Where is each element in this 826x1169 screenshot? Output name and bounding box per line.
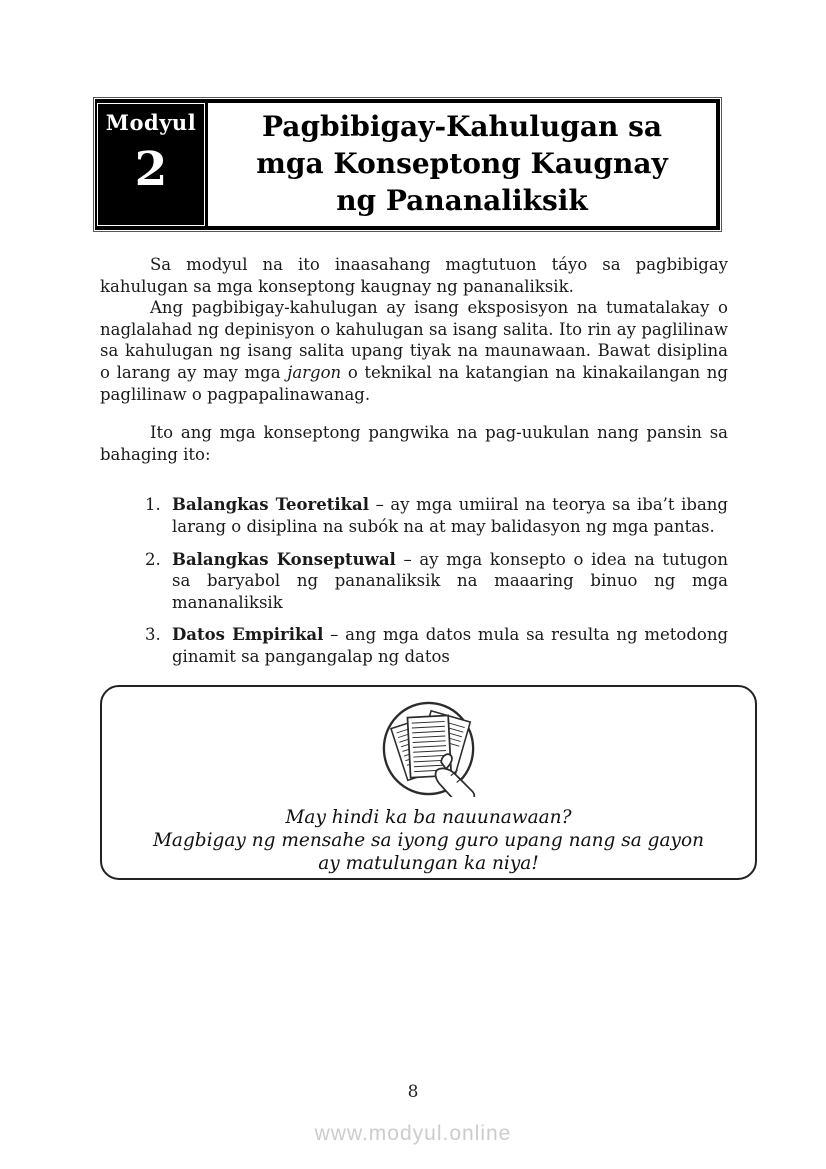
concept-list	[100, 494, 728, 667]
module-title-line-2: mga Konseptong Kaugnay	[256, 147, 668, 180]
module-number: 2	[134, 142, 168, 197]
list-item-text	[172, 494, 728, 537]
paragraph-definition-text-cont: o teknikal na katangian na kinakailangan ng paglilinaw o pagpapalinawanag.	[100, 362, 728, 404]
list-number: 2.	[145, 549, 161, 569]
module-title-line-1: Pagbibigay-Kahulugan sa	[262, 110, 662, 143]
dash: –	[375, 495, 384, 515]
list-item-datos-empirikal	[145, 624, 728, 667]
italic-term-jargon: jargon	[287, 362, 342, 382]
concept-definition: ang mga datos mula sa resulta ng metodong ginamit sa pangangalap ng datos	[172, 625, 729, 666]
help-text-line-3: ay matulungan ka niya!	[318, 853, 539, 874]
concept-definition: ay mga konsepto o idea na tutugon sa baryabol ng pananaliksik na maaaring binuo ng mga mananaliksik	[172, 549, 728, 612]
help-text-line-2: Magbigay ng mensahe sa iyong guro upang nang sa gayon	[152, 830, 705, 851]
module-header	[93, 97, 722, 232]
paragraph-definition	[100, 297, 728, 405]
list-number: 3.	[145, 625, 161, 645]
concept-definition: ay mga umiiral na teorya sa iba’t ibang larang o disiplina na subók na at may balidasyon ng mga pantas.	[172, 495, 728, 536]
module-title-line-3: ng Pananaliksik	[336, 184, 588, 217]
body-content	[100, 254, 728, 679]
concept-term: Datos Empirikal	[172, 625, 324, 645]
module-header-frame	[95, 99, 720, 230]
list-item-text	[172, 549, 728, 614]
dash: –	[330, 625, 339, 645]
paragraph-intro: Sa modyul na ito inaasahang magtutuon táyo sa pagbibigay kahulugan sa mga konseptong kaugnay ng pananaliksik.	[100, 255, 728, 296]
paragraph-definition-text: Ang pagbibigay-kahulugan ay isang eksposisyon na tumatalakay o naglalahad ng depinisyon o kahulugan sa isang salita. Ito rin ay paglilinaw sa kahulugan ng isang salita upang tiyak na maunawaan. Bawat disiplina o larang ay may mga	[100, 298, 728, 382]
papers-in-hand-icon	[373, 700, 485, 797]
list-item-text	[172, 624, 728, 667]
help-icon-wrap	[102, 700, 755, 797]
module-badge	[98, 104, 204, 225]
dash: –	[403, 549, 412, 569]
list-item-balangkas-teoretikal	[145, 494, 728, 537]
paragraph-concepts-lead: Ito ang mga konseptong pangwika na pag-uukulan nang pansin sa bahaging ito:	[100, 423, 728, 464]
help-text	[102, 806, 755, 875]
module-label: Modyul	[105, 110, 197, 135]
help-text-line-1: May hindi ka ba nauunawaan?	[285, 807, 572, 828]
watermark: www.modyul.online	[314, 1122, 512, 1145]
concept-term: Balangkas Teoretikal	[172, 495, 369, 515]
concept-term: Balangkas Konseptuwal	[172, 549, 396, 569]
list-item-balangkas-konseptuwal	[145, 549, 728, 614]
list-number: 1.	[145, 495, 161, 515]
help-box	[100, 685, 757, 880]
module-title	[205, 103, 716, 226]
page-number: 8	[407, 1082, 419, 1102]
